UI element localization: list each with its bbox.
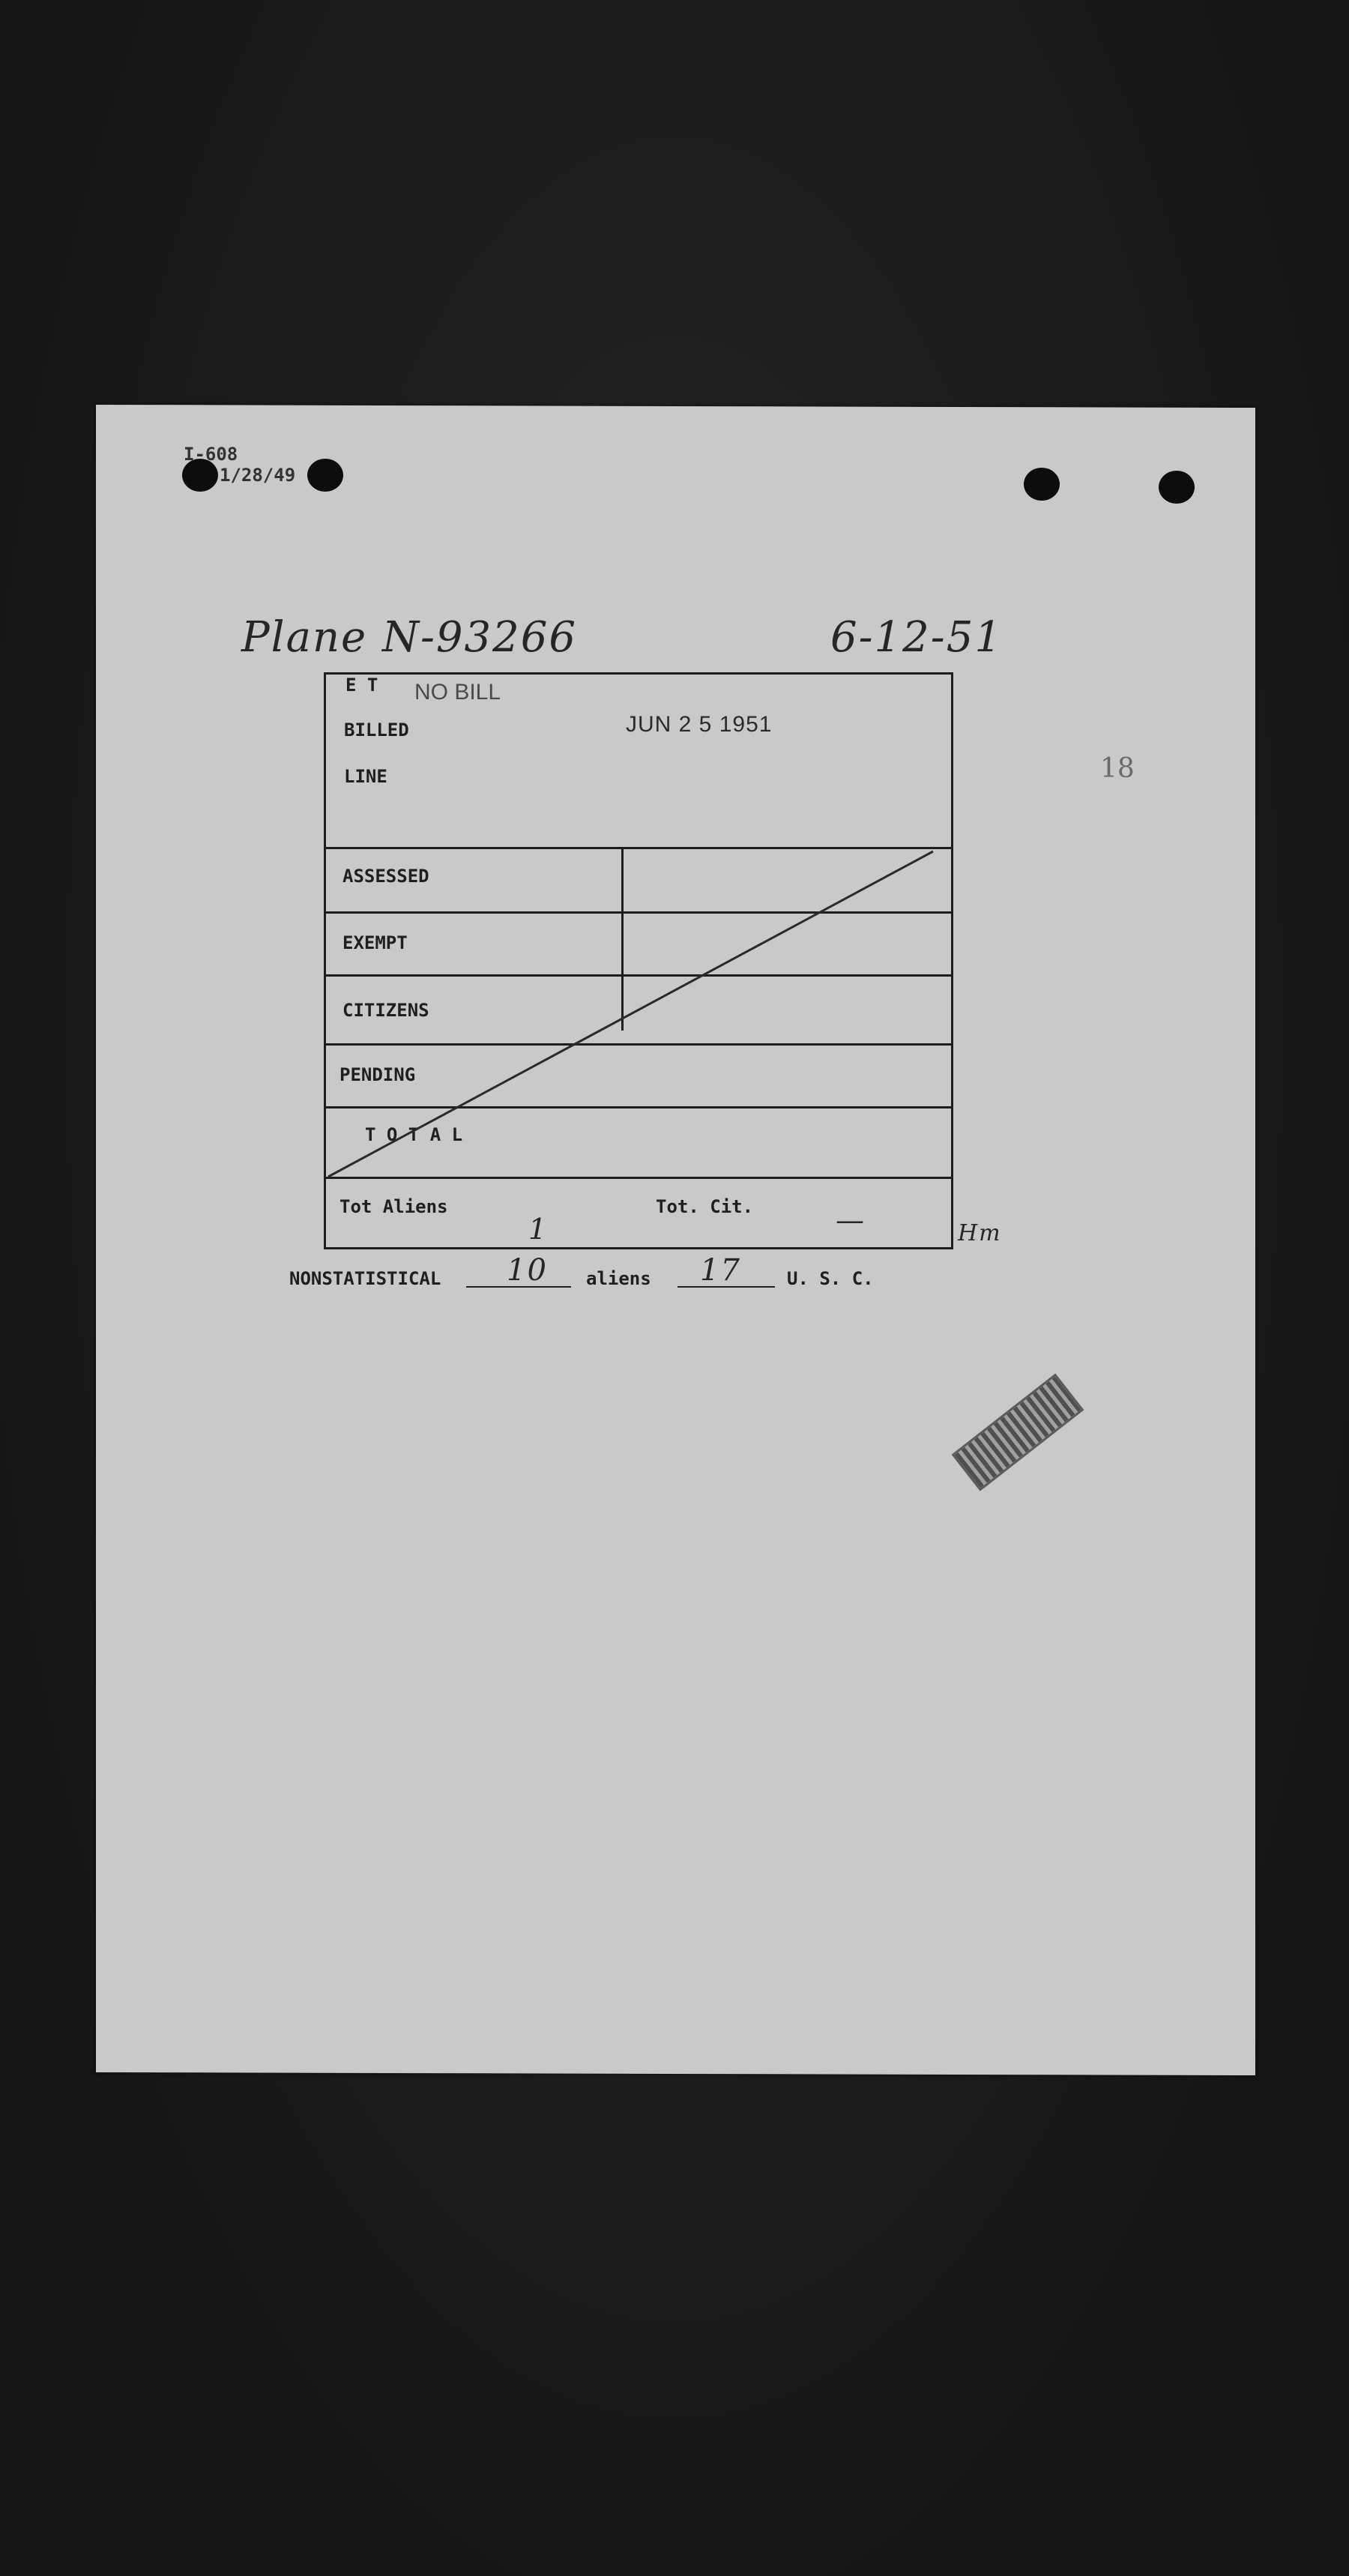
total-label: T O T A L [365, 1124, 463, 1145]
header-row-et: E T [345, 675, 378, 696]
billing-form-box [324, 672, 953, 1249]
form-code [184, 444, 295, 486]
date-stamp: JUN 2 5 1951 [626, 712, 773, 737]
punch-hole-left-2 [307, 459, 343, 492]
handwritten-tot-cit: — [836, 1204, 866, 1237]
assessed-label: ASSESSED [342, 866, 429, 887]
tot-cit-label: Tot. Cit. [656, 1196, 754, 1217]
handwritten-nonstat-usc: 17 [700, 1253, 741, 1288]
billed-label: BILLED [344, 720, 409, 740]
handwritten-plane: Plane N-93266 [241, 613, 578, 662]
handwritten-tot-aliens: 1 [528, 1213, 549, 1246]
handwritten-initials: Hm [958, 1220, 1002, 1246]
form-number: I-608 [184, 444, 238, 465]
handwritten-date: 6-12-51 [830, 613, 1003, 662]
usc-label: U. S. C. [787, 1268, 874, 1289]
aliens-label: aliens [586, 1268, 651, 1289]
nonstatistical-label: NONSTATISTICAL [289, 1268, 441, 1289]
pending-label: PENDING [339, 1064, 416, 1085]
no-bill-stamp: NO BILL [414, 680, 501, 705]
cancellation-line [326, 675, 951, 1247]
handwritten-nonstat-aliens: 10 [507, 1253, 548, 1288]
tot-aliens-label: Tot Aliens [339, 1196, 448, 1217]
page-number: 18 [1100, 753, 1135, 784]
exempt-label: EXEMPT [342, 932, 408, 953]
form-revision-date: 1/28/49 [220, 465, 296, 486]
punch-hole-right-1 [1024, 468, 1060, 501]
punch-hole-right-2 [1159, 471, 1195, 504]
line-label: LINE [344, 766, 387, 787]
citizens-label: CITIZENS [342, 1000, 429, 1021]
